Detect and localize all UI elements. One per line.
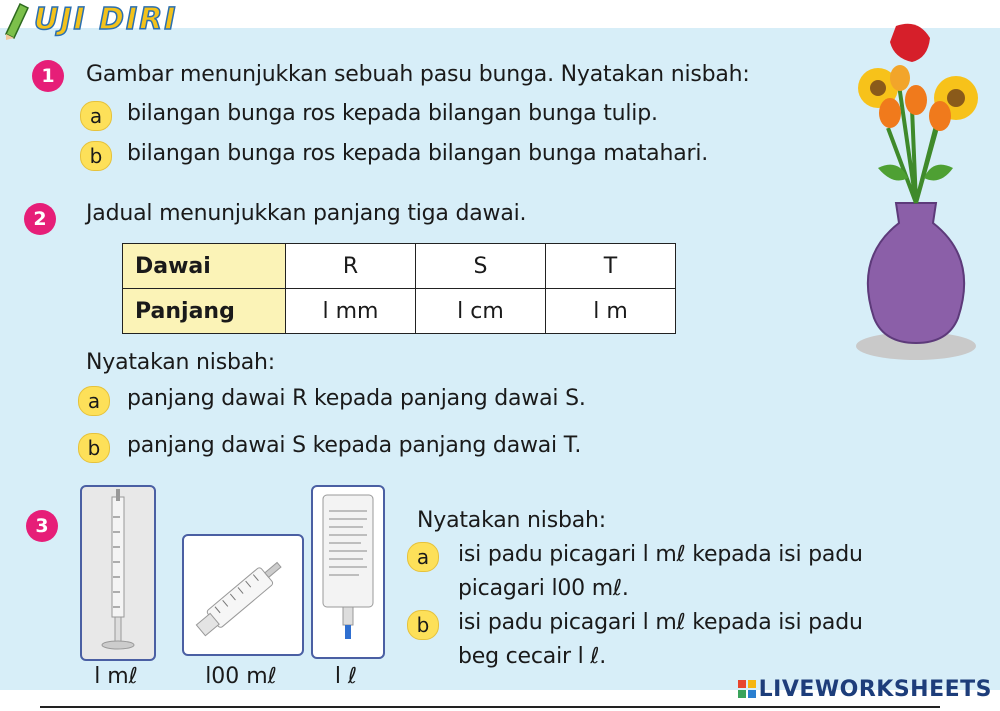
table-cell: R	[286, 244, 416, 289]
question-3b-line2: beg cecair l ℓ.	[458, 644, 607, 669]
question-1-text: Gambar menunjukkan sebuah pasu bunga. Nyatakan nisbah:	[86, 62, 750, 87]
table-row	[123, 289, 676, 334]
table-cell: l mm	[286, 289, 416, 334]
table-row	[123, 244, 676, 289]
question-3b-line1: isi padu picagari l mℓ kepada isi padu	[458, 610, 863, 635]
iv-bag-label: l ℓ	[334, 664, 358, 689]
footer-divider	[40, 706, 940, 708]
table-cell: l cm	[416, 289, 546, 334]
question-1a-text: bilangan bunga ros kepada bilangan bunga tulip.	[127, 101, 658, 126]
question-1a-badge: a	[80, 101, 112, 131]
liveworksheets-brand-text: LIVEWORKSHEETS	[758, 677, 992, 702]
question-3a-line1: isi padu picagari l mℓ kepada isi padu	[458, 542, 863, 567]
question-3a-line2: picagari l00 mℓ.	[458, 576, 629, 601]
question-3-prompt: Nyatakan nisbah:	[417, 508, 606, 533]
question-1b-badge: b	[80, 141, 112, 171]
table-cell: T	[546, 244, 676, 289]
syringe-100ml-image	[182, 534, 304, 656]
question-3a-badge: a	[407, 542, 439, 572]
question-2-number: 2	[24, 203, 56, 235]
question-2b-text: panjang dawai S kepada panjang dawai T.	[127, 433, 582, 458]
question-2a-badge: a	[78, 386, 110, 416]
syringe-1ml-image	[80, 485, 156, 661]
question-2-prompt: Nyatakan nisbah:	[86, 350, 275, 375]
table-header-cell: Dawai	[123, 244, 286, 289]
question-2-text: Jadual menunjukkan panjang tiga dawai.	[86, 201, 527, 226]
iv-fluid-bag-image	[311, 485, 385, 659]
table-cell: S	[416, 244, 546, 289]
question-3b-badge: b	[407, 610, 439, 640]
question-1-number: 1	[32, 60, 64, 92]
wire-length-table	[122, 243, 676, 334]
flower-vase-illustration	[838, 18, 1000, 368]
question-1b-text: bilangan bunga ros kepada bilangan bunga matahari.	[127, 141, 709, 166]
page-title: UJI DIRI	[34, 2, 178, 37]
question-3-number: 3	[26, 510, 58, 542]
pencil-icon	[0, 0, 32, 40]
question-2a-text: panjang dawai R kepada panjang dawai S.	[127, 386, 586, 411]
liveworksheets-brand[interactable]	[738, 677, 992, 702]
table-header-cell: Panjang	[123, 289, 286, 334]
question-2b-badge: b	[78, 433, 110, 463]
liveworksheets-logo-icon	[738, 680, 756, 698]
syringe-1ml-label: l mℓ	[94, 664, 138, 689]
table-cell: l m	[546, 289, 676, 334]
syringe-100ml-label: l00 mℓ	[205, 664, 277, 689]
